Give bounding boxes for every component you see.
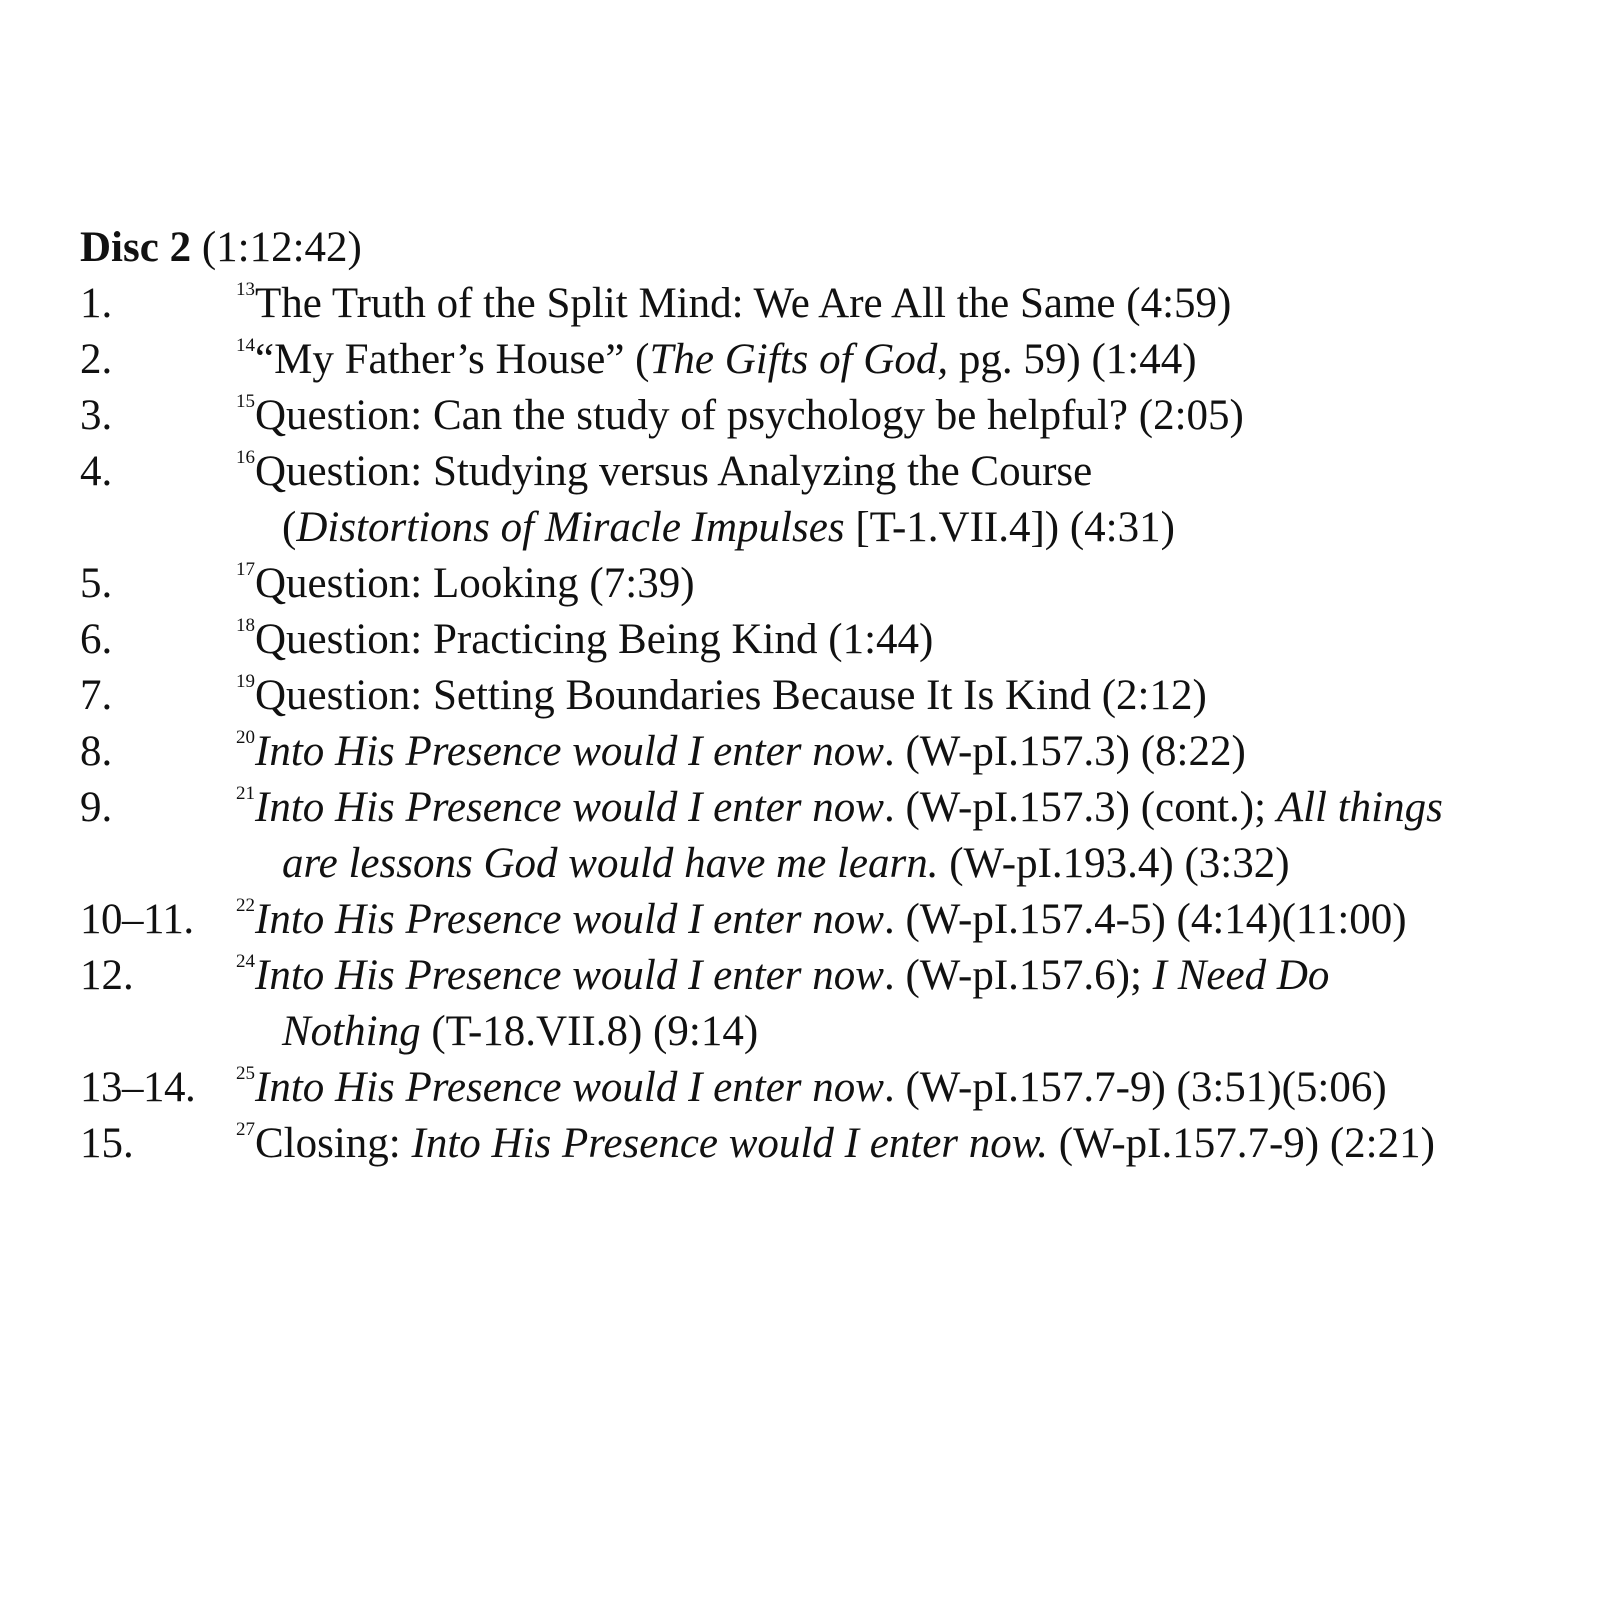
- italic-title-text: I Need Do: [1152, 952, 1330, 999]
- track-number: 9.: [80, 784, 113, 831]
- footnote-marker: 22: [236, 895, 255, 916]
- track-list-document: [80, 220, 1580, 1172]
- track-row: [80, 1116, 1580, 1172]
- track-text: . (W-pI.157.7-9) (3:51)(5:06): [883, 1064, 1387, 1111]
- track-text: (W-pI.157.7-9) (2:21): [1048, 1120, 1435, 1167]
- footnote-marker: 16: [236, 447, 255, 468]
- track-row: [80, 948, 1580, 1004]
- track-number: 3.: [80, 392, 113, 439]
- track-number: 10–11.: [80, 896, 194, 943]
- track-text: [T-1.VII.4]) (4:31): [844, 504, 1175, 551]
- disc-heading: [80, 220, 1580, 276]
- italic-title-text: Into His Presence would I enter now: [255, 1064, 884, 1111]
- footnote-marker: 25: [236, 1063, 255, 1084]
- footnote-marker: 21: [236, 783, 255, 804]
- track-row: [80, 892, 1580, 948]
- track-row: [80, 780, 1580, 836]
- track-row: [80, 668, 1580, 724]
- track-text: Closing:: [255, 1120, 412, 1167]
- track-text: pg. 59) (1:44): [948, 336, 1197, 383]
- track-number: 2.: [80, 336, 113, 383]
- track-list: [80, 276, 1580, 1172]
- footnote-marker: 24: [236, 951, 255, 972]
- disc-label: Disc 2: [80, 224, 192, 271]
- track-text: . (W-pI.157.3) (cont.);: [883, 784, 1277, 831]
- track-number: 13–14.: [80, 1064, 196, 1111]
- disc-duration: (1:12:42): [201, 224, 362, 271]
- track-text: Question: Can the study of psychology be helpful? (2:05): [255, 392, 1244, 439]
- track-text: Question: Practicing Being Kind (1:44): [255, 616, 934, 663]
- footnote-marker: 18: [236, 615, 255, 636]
- track-row: [80, 388, 1580, 444]
- track-number: 4.: [80, 448, 113, 495]
- track-continuation-line: [80, 1004, 1580, 1060]
- italic-title-text: Distortions of Miracle Impulses: [296, 504, 845, 551]
- track-number: 5.: [80, 560, 113, 607]
- track-text: The Truth of the Split Mind: We Are All the Same (4:59): [255, 280, 1232, 327]
- track-text: . (W-pI.157.3) (8:22): [883, 728, 1246, 775]
- track-continuation-line: [80, 500, 1580, 556]
- track-row: [80, 612, 1580, 668]
- footnote-marker: 13: [236, 279, 255, 300]
- track-continuation-line: [80, 836, 1580, 892]
- track-text: (W-pI.193.4) (3:32): [938, 840, 1290, 887]
- track-text: . (W-pI.157.4-5) (4:14)(11:00): [883, 896, 1407, 943]
- track-text: (T-18.VII.8) (9:14): [420, 1008, 759, 1055]
- footnote-marker: 15: [236, 391, 255, 412]
- track-number: 15.: [80, 1120, 134, 1167]
- italic-title-text: Into His Presence would I enter now.: [411, 1120, 1049, 1167]
- footnote-marker: 19: [236, 671, 255, 692]
- track-text: (: [282, 504, 297, 551]
- footnote-marker: 20: [236, 727, 255, 748]
- italic-title-text: Into His Presence would I enter now: [255, 728, 884, 775]
- italic-title-text: are lessons God would have me learn.: [282, 840, 939, 887]
- footnote-marker: 17: [236, 559, 255, 580]
- track-text: . (W-pI.157.6);: [883, 952, 1153, 999]
- italic-title-text: The Gifts of God,: [649, 336, 949, 383]
- track-text: Question: Studying versus Analyzing the Course: [255, 448, 1093, 495]
- italic-title-text: Nothing: [282, 1008, 421, 1055]
- footnote-marker: 14: [236, 335, 255, 356]
- track-number: 7.: [80, 672, 113, 719]
- italic-title-text: Into His Presence would I enter now: [255, 896, 884, 943]
- track-text: “My Father’s House” (: [255, 336, 650, 383]
- footnote-marker: 27: [236, 1119, 255, 1140]
- track-row: [80, 276, 1580, 332]
- track-row: [80, 444, 1580, 500]
- track-number: 8.: [80, 728, 113, 775]
- track-row: [80, 724, 1580, 780]
- italic-title-text: All things: [1276, 784, 1443, 831]
- track-number: 12.: [80, 952, 134, 999]
- italic-title-text: Into His Presence would I enter now: [255, 952, 884, 999]
- track-row: [80, 556, 1580, 612]
- italic-title-text: Into His Presence would I enter now: [255, 784, 884, 831]
- track-text: Question: Setting Boundaries Because It Is Kind (2:12): [255, 672, 1207, 719]
- track-text: Question: Looking (7:39): [255, 560, 695, 607]
- track-row: [80, 332, 1580, 388]
- track-number: 6.: [80, 616, 113, 663]
- track-number: 1.: [80, 280, 113, 327]
- track-row: [80, 1060, 1580, 1116]
